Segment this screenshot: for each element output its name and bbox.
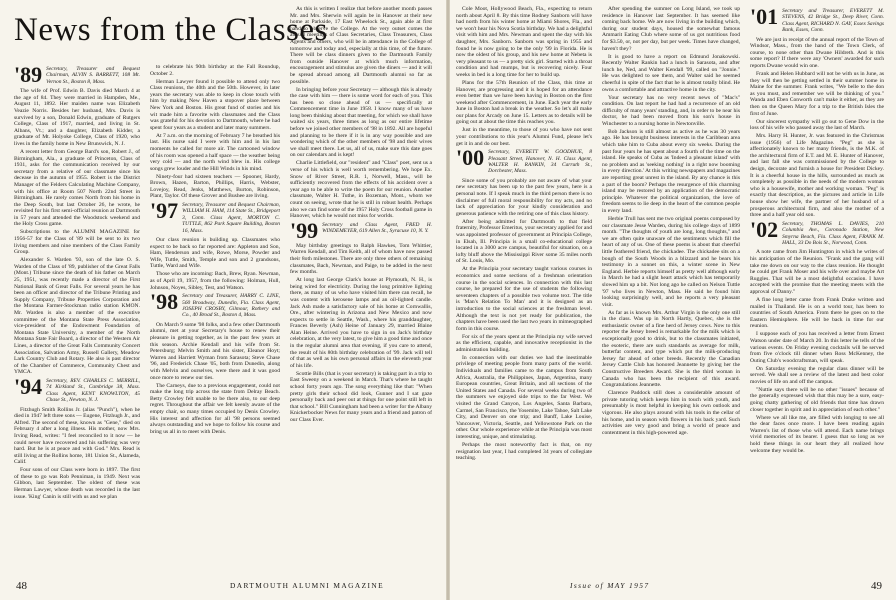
page-number: 49 [871,580,882,592]
page-number: 48 [16,580,27,592]
paragraph: Herman Lawyer found it possible to attend only two Class reunions, the 40th and the 50th. However, in later years the secretary was able to keep in close touch with him by making New Haven a stopover place between New York and Boston. His great fund of stories and his wit made him a favorite with classmates and the Class was grateful for his devotion to Dartmouth, where he had spent four years as a student and later many summers. [150,78,280,131]
paragraph: I suppose each of you has received a letter from Ernest Watson under date of March 20. In this letter he tells of the various events. On Friday evening cocktails will be served from five o'clock till dinner when Ross McKenney, the Outing Club's woodcraftsman, will speak. [750,331,884,364]
right-column-2 [602,6,740,572]
paragraph: In connection with our duties we had the inestimable privilege of meeting people from many parts of the world. Individuals and families came to the campus from South Africa, Australia, the Philippines, Japan, Argentina, many European countries, Great Britain, and all sections of the United States and Canada. For several weeks during two of the summers we enjoyed side trips to the far West. We visited the Grand Canyon, Los Angeles, Santa Barbara, Carmel, San Francisco, the Yosemite, Lake Tahoe, Salt Lake City, and Denver on one trip; and Banff, Lake Louise, Vancouver, Victoria, Seattle, and Yellowstone Park on the other. Our whole experience while at the Principia was most interesting, unique, and stimulating. [456,354,592,440]
paragraph: Just in the meantime, to those of you who have not sent your contributions to this year's Alumni Fund, please let's get it in and do our best. [456,127,592,147]
paragraph: Herbie Trull has sent me two original poems composed by our classmate Jesse Warden, during his college days of 1899 month. "The thoughts of youth are long, long thoughts," and we are often quite unaware of the sentiments which fill the heart of any of us. One of these poems is about that cheerful little feathered friend, the chickadee. The chickadee sits on a bough of the South Woods in a blizzard and he bears his testimony in a sonnet on this, a winter scene in New England. Herbie reports himself as pretty well although early in March he had a slight heart attack which has temporarily slowed him up a bit. Not long ago he called on Nelson Tuttle '97 who lives in Newton, Mass. He said he found him looking surprisingly well, and he reports a very pleasant visit. [602,215,740,308]
class-year: '00 [456,145,485,171]
class-officers: Secretary, Treasurer and Bequest Chairman, ALVIN S. BARRETT, 108 Mt. Vernon St., Boston 8, Mass. [46,66,140,85]
class-year: '97 [150,198,179,224]
paragraph: As far as is known Mrs. Arthur Virgin is the only one still in the class. Was up in North Hartly, Quebec, she is the enthusiastic owner of a fine herd of Jersey cows. Now to this reporter the Jersey breed is remarkable for the milk which is exceptionally good to drink, but to the classmates initiated, the esoteric, there are such standards as average for milk, butterfat content, and type which put the milk-producing Jersey far ahead of other breeds. Recently the Canadian Jersey Cattle Club has honored Jeannette by giving her the Constructive Breeders Award. She is the third woman in Canada who has been the recipient of this award. Congratulations Jeannette. [602,309,740,389]
paragraph: Since some of you probably are not aware of what your new secretary has been up to the past few years, here is a personal note. If I speak much in the third person there is no disclaimer of full moral responsibility for my acts, and no lack of appreciation for your kindly consideration and generous patience with the retiring one of this class history. [456,177,592,217]
paragraph: At the Principia your secretary taught various courses in economics and some sections of a freshman orientation course in the social sciences. In connection with this last course, he prepared for the use of students the following seventeen chapters of a possible two volume text. The title is 'Man's Relation To Man' and it is designed as an introduction to the social sciences at the freshman level. Although the text is not yet ready for publication, the chapters have been used the last two years in mimeographed form in this course. [456,266,592,332]
paragraph: In bringing before your Secretary — although this is already the case with him — there is some word for each of you. This has been so close ahead of us — specifically at Commencement time in June 1958. I know many of us have long been thinking about that meeting, for which we shall have waited six years, three times as long as our entire lifetime before we joined other members of '98 in 1892. All are hopeful and planning to be there if it is in any way possible and are wondering which of the other members of '98 and their wives we shall meet there. Let us, all of us, make sure this date goes on our calendars and is kept! [290,86,432,159]
class-officers: Secretary, EVERETT W. GOODHUE, 8 Pleasant Street, Hanover, N. H. Class Agent, WALTER H. RANKIN, 34 Carruth St., Dorchester, Mass. [488,149,592,175]
paragraph: Four sons of our Class were born in 1897. The first of these to go was Rob Penniman, in 1949. Next was Gibbon, last September. The oldest of these was Herman Lawyer, whose death was recorded in the last issue. 'King' Canin is still with us and we plan [14,467,140,500]
right-page [450,0,896,600]
paragraph: to celebrate his 90th birthday at the Fall Roundup, October 2. [150,64,280,77]
paragraph: Fitzhugh Smith Rollins Jr. (alias "Punch"), when he died in 1947 left three sons — Eugene, Fitzhugh Jr., and Alfred. The second of these, known as "Gene," died on February 4 after a long illness. His mother, now Mrs. Irving Read, writes: "I feel reconciled to it now — he could never have recovered and his suffering was very hard. But he is at peace and with God." Mrs. Read is still living at the Rollins home, 181 Union St., Alameda, Calif. [14,406,140,466]
paragraph: The wife of Prof. Edwin B. Davis died March 4 at the age of 84. They were married in Hampden, Me., August 11, 1892. Her maiden name was Elizabeth Veazie Norris. Besides her husband, Mrs. Davis is survived by a son, Donald Edwin, graduate of Rutgers College, Class of 1917, married, and living in St. Albans, Vt.; and a daughter, Elizabeth Kidder, a graduate of Mt. Holyoke College, Class of 1920, who lives in the family home in New Brunswick, N. J. [14,88,140,147]
class-year: '01 [750,6,779,29]
paragraph: May birthday greetings to Ralph Hawkes, Tom Whittier, Warren Kendall, and Tim Keith, all of whom have now passed their 8oth milestones. There are only three others of remaining classmates, Bach, Newman, and Paige, to be added in the next few months. [290,242,432,276]
paragraph: A recent letter from George Bard's son, Robert J., of Birmingham, Ala., a graduate of Princeton, Class of 1931, asks for the communication received by our secretary from a relative of our classmate since his decease in the autumn of 1955. Robert is the District Manager of the Felders Calculating Machine Company, with his office at Room 507 North 22nd Street in Birmingham. He rarely comes North from his home in the Deep South, but last October 26, he wrote, he revisited for his first semi-official reunion at Dartmouth in 57 years and attended the Woodstock weekend and the Holy Cross game. [14,148,140,228]
left-column-1 [14,64,140,572]
class-entry-1901 [750,8,884,34]
class-entry-1898 [150,289,280,319]
class-entry-1889 [14,66,140,85]
paragraph: Subscriptions to the ALUMNI MAGAZINE for 1956-57 for the Class of '89 will be sent to its two living members and nine members of the Class Family Group. [14,229,140,256]
paragraph: After being admitted for Dartmouth to that field fraternity, Professor Emeritus, your secretary applied for and was appointed professor of government at Principia College, in Elsah, Ill. Principia is a small co-educational college located in a 3000 acre campus, beautiful for situation, on a lofty bluff above the Mississippi River some 35 miles north of St. Louis, Mo. [456,218,592,265]
class-officers: Secretary, REV. CHARLES C. MERRILL, 74 Kirkland St., Cambridge 38, Mass. Class Agent, KENT KNOWLTON, 45 Chase St., Newton, N. J. [46,377,140,404]
class-officers: Secretary and Treasurer, HARRY C. LINE, 560 Broadway, Dunedin, Fla. Class Agent, JOSEPH CROSBY, Gilmour, Rothery and Co., 40 Broad St., Boston 4, Mass. [182,293,280,319]
left-page [0,0,446,600]
paragraph: Plans for the 57th Reunion of the Class, this time at Hanover, are progressing and it is hoped for an attendance even better than we have been having in Boston on the first weekend after Commencement, in June. Each year the early June in Boston had a break in the weather. So let's all make our plans for Arcady on June 15. Letters as to details will be going out at about the time this reaches you. [456,79,592,126]
class-entry-1897 [150,198,280,234]
paragraph: Our class reunion is building up. Classmates who expect to be back so far reported are: Appleton and Son, Ham, Henderson and wife, Rowe, Morse, Powder and Wife, Tuttle, Smith, Temple and son and 2 grandsons, Tuttle, Ward and Wife. [150,237,280,270]
paragraph: Our sincerest sympathy will go out to Gene Dow in the loss of his wife who passed away the last of March. [750,118,884,132]
right-column-3 [750,6,884,572]
paragraph: Where we all like me, are filled with longing to see all the dear faces once more. I have been reading again Warren's list of those who will attend. Each name brings vivid memories of its bearer. I guess that so long as we hold these things in our heart they all realized how welcome they would be. [750,414,884,454]
class-year: '99 [290,217,319,243]
class-officers: Secretary, THOMAS L. DAVIES, 210 Columbia Ave., Coronado Station, New Smyrna Beach, Fla. Class Agent, FRANK M. HALL, 33 Do Bois St., Norwood, Conn. [782,220,884,247]
right-column-1 [456,6,592,572]
paragraph: Charlie Littlefield, our "resident" and "Class" poet, sent us a verse of his which is well worth remembering. We hope Ex. Snow of River Street, R.R. 1, Norwell, Mass., will be sufficiently recovered from the effects of his accident over a year ago to be able to write the poem for our reunion. Another classmate, Walter H. Tuthe, in Bozeman, Mont., whom we count on seeing, wrote that he is still in robust health. Perhaps also we can find some of the 1957 Holy Cross football game in Hanover, which he would not miss for worlds. [290,160,432,220]
left-column-2 [150,64,280,572]
paragraph: Cole Moot, Hollywood Beach, Fla., expecting to return north about April 8. By this time Rodney Sanborn will have had north from his winter home at Miami Shores, Fla., and we won't hear his Nova Scotia birthday. We had a delightful visit with him and Mrs. Newman and spent the day with his daughter, Mrs. Sanborn. Sanborn was spring in 1955 and found he is now going to be the only '99 in Florida. He is now the oldest of his group, and his new home at Nebeta is very pleasant to us — a pretty sick girl. Started with a throat condition and had mumps, but is recovering nicely. Four weeks in bed is a long time for her to build up. [456,6,592,78]
left-column-3 [290,6,432,572]
paragraph: As this is written I realize that before another month passes Mr. and Mrs. Sherwin will again be in Hanover at their new home at Parkside, 17 East Wheelock St., again able at first hand to observe the College. At the very outset comes the annual meetings of Class Secretaries, Class Treasurers, Class Agents and others, who will be in attendance in the College of tomorrow and today and, especially at this time, of the future. There will be class dinners given to the Dartmouth Family from outside Hanover at which much information, encouragement and stimulus are given the diners — and it will be spread abroad among all Dartmouth alumni so far as possible. [290,6,432,85]
paragraph: Frank and Helen Hubbard will not be with us in June, as they will then be getting settled in their summer home in Maine for the summer. Frank writes, "We belle to the don as you must, and remember we will be thinking of you." Wanda and Eben Conworth can't make it either, as they are then on the Queen Mary for a trip to the British Isles the first of June. [750,70,884,117]
paragraph: At 7 a.m. on the morning of February 7 he breathed his last. His nurse said I were with him and in his last moments he called for more air. The cartooned window of his room was opened a half space — the weather being very cold — and the north wind blew in. His college songs grew louder and the Hill Winds in his mind. [150,132,280,172]
paragraph: It is good to have a report on Edmund Jonakowski. Recently Walter Rankin had a lunch in Sarasota, and after lunch he, Ned, and Walter Kendall '99, called on "Jonnie." He was delighted to see them, and Walter said he seemed cheerful in spite of the fact that he is almost totally blind. He owns a comfortable and attractive home in the city. [602,53,740,93]
paragraph: Scottie Bills (that is your secretary) is taking part in a trip to East Sweeny on a weekend in March. That's where he taught school forty years ago. The song everything like that: "When pretty girls their school did look, Gunner and I sat gaze personally back and peer out at things for one point still left in that school." Bill Cunningham had been a writer for the Albany Knickerbocker News for many years and a friend and patron of our Class Ever. [290,370,432,423]
paragraph: "Nuttie says there will be no other "issues" because of the generally expressed wish that this may be a sure, easy-going chatty gathering of old friends that time has drawn closer together in spirit and in appreciation of each other." [750,386,884,413]
paragraph: At long last George Clark's house at Plymouth, N. H., is being wired for electricity. During the long primitive lighting there, as many of us who have visited him there can recall, he was content with kerosene lamps and an oil-lighted candle. Jack Ash made a satisfactory sale of his home at Cornwallis, Ore., after wintering in Arizona and New Mexico and now expects to settle in Seattle, Wash., where his granddaughter, Frances Beverly (Ash) Heine of January 29, married Blaine Alan Heine. Arrived you have to sign in on Jack's birthday celebration, at the very latest, to give him a good time and once in the regular alumni area that evening, if you care to attend, the result of his 80th birthday celebration of '99. Jack will tell of that as well as his own personal affairs in the eleventh year of his life. [290,277,432,369]
class-officers: Secretary, Treasurer and Bequest Chairman, WILLIAM H. HAM, 114 State St., Bridgeport 3, Conn. Class Agent, MORTON C. TUTTLE, 862 Park Square Building, Boston 16, Mass. [182,202,280,234]
paragraph: After spending the summer on Long Island, we took up residence in Hanover last September. It has seemed like coming back home. We are now living in the building which, during our student days, housed the somewhat famous Ammarit Eating Club where some of us got nutritious food for $3.50, or, not per day, but per week. Times have changed, haven't they? [602,6,740,52]
paragraph: For six of the years spent at the Principia my wife served as the efficient, capable, and innovative receptionist in the administration building. [456,333,592,353]
class-officers: Secretary and Class Agent, FRED H. WINDEMEYER, 619 Allen St., Syracuse 10, N. Y. [322,221,432,235]
class-entry-1894 [14,373,140,404]
paragraph: Alexander S. Warden '93, son of the late O. S. Warden of the Class of '89, publisher of the Great Falls (Mont.) Tribune since the death of his father on March 25, 1951, was recently made a director of the First National Bank of Great Falls. For several years he has been an officer and director of the Tribune Printing and Supply Company, Tribune Properties Corporation and the Montana Farmer-Stockman radio station KMON. Mr. Warden is also a member of the executive committee of the Montana State Press Association, vice-president of the Endowment Foundation of Montana State University, a member of the North Montana State Fair Board, a director of the Western Air Lines, a director of the Great Falls Community Concert Association, Salvation Army, Russell Gallery, Meadow Lark Country Club and Rotary. He also is past director of the Chamber of Commerce, Community Chest and YMCA. [14,257,140,376]
class-entry-1899 [290,217,432,243]
class-officers: Secretary and Treasurer, EVERETT M. STEVENS, 42 Bridge St., Deep River, Conn. Class Agent, RICHARD N. GAY, Essex Savings Bank, Essex, Conn. [782,8,884,34]
paragraph: Mrs. Harry H. Hunter, Jr. was featured in the Christmas issue (1956) of Life Magazine. "Peg" as she is affectionately known to her many friends, is the M.K. of the architectural firm of E.T. and M. E. Hunter of Hanover, and last fall she was commissioned by the College to design, decorate and furnish a house for President Dickey. It is a cheerful house in the hills, surrounded as much as completely as possible in the needs of the modern woman who is a housewife, mother and working woman. "Peg" is exactly that description, as the pictures and article in Life house show her wife, the partner of her husband of a prosperous architectural firm, and also the mother of a three and a half year old son. [750,133,884,219]
paragraph: A note came from Jim Huntington in which he writes of his anticipation of the Reunion. "Frank and the gang will take me down on our way to the class reunion. He thought he could get Frank Moser and his wife over and maybe Art Ruggles. That will be a most delightful occasion. I have accepted with the promise that the meeting meets with the approval of Danny." [750,249,884,296]
class-entry-1900 [456,145,592,175]
paragraph: On Saturday evening the regular class dinner will be served. We shall see a review of the latest and best color movies of life on and off the campus. [750,365,884,385]
paragraph: We are just in receipt of the annual report of the Town of Windsor, Mass., from the hand of the Town Clerk, of course, to none other than Dwane Hildreth. And is this some report? If there were any 'Owners' awarded for such reports Dwane would win one. [750,36,884,69]
paragraph: Your secretary has no very recent news of "Mac's" condition. On last report he had had a recurrence of an old difficulty of many years' standing, and, in order to be near his doctor, he had been moved from his son's house in Winchester to a nursing home in Newtonville. [602,94,740,127]
class-year: '98 [150,289,179,315]
paragraph: Ninety-four had sixteen teachers — Spooner, Hardy, Brown, Hazen, Barton, Phillips, Harris, Webster, Lovejoy, Read, Jenks, Matthews, Burton, Robinson, Plant, Taylor. Of these Grover and Bushee are living. [150,173,280,200]
paragraph: On March 9 some '98 folks, and a few other Dartmouth alumni, met at your Secretary's house to renew their pleasure in getting together, as in the past few years at this season. Archie Kendall and his wife from St. Petersburg; Melvin Smith and his sister, Eleanor Hoyt; Warren and Harriett Wyman from Sarasota; Steve Chase '96, and Frederick Chase '05, both from Dunedin, along with Melvin and ourselves, were there and it was good once more to renew our ties. [150,321,280,381]
paragraph: Bob Jackson is still almost as active as he was 30 years ago. He has brought business interests in the Caribbean area which take him to Cuba about every six weeks. During the past four years he has spent about a fourth of the time on the island. He speaks of Cuba as 'Indeed a pleasant island' with no problem and as 'seeking nothing' in a right now booming in every direction.' At this writing newspapers and magazines are reporting great unrest in the island. By any chance is this a part of the boom? Perhaps the resurgence of this charming island may be restored by an application of the democratic principle. Whatever the political organization, the love of freedom seems to lie deep in the heart of the common people in every land. [602,128,740,214]
class-year: '02 [750,216,779,242]
class-year: '94 [14,373,43,399]
paragraph: Those who are incoming: Bach, Brew, Ryan. Newman, as of April 19, 1957, from the following: Holman, Hull, Johnson, Noyes, Sibley, Test, and Watson. [150,271,280,291]
class-year: '89 [14,64,43,87]
paragraph: The Carneys, due to a previous engagement, could not make the long trip across the state from Delray Beach. Betty Crowley felt unable to be there also, to our deep regret. Throughout the affair we felt keenly aware of the empty chair, so many times occupied by Denis Crowley. His interest and affection for all '98 persons seemed always outstanding and we hope to follow his course and bring us all in to meet with Denis. [150,382,280,435]
issue-footer: Issue of MAY 1957 [570,581,650,590]
class-entry-1902 [750,216,884,247]
paragraph: Clarence Paddock still does a considerable amount of private tutoring which keeps him in touch with youth, and presumably is most helpful in keeping his own outlook and vigorous. He also plays around with his tools in the cellar of his home, and in season with flowers in his back yard. Such activities are very good and bring a world of peace and contentment in this high-powered age. [602,390,740,436]
paragraph: Perhaps the most noteworthy fact is that, on my resignation last year, I had completed 34 years of collegiate teaching. [456,441,592,462]
paragraph: A fine long letter came from Frank Drake written and mailed in Thailand. He is on a world tour, has been to countries of South America. From there he goes on to the Eastern Hemisphere. He will be back in time for our reunion. [750,297,884,330]
page-title: News from the Classes [14,12,328,48]
magazine-footer: DARTMOUTH ALUMNI MAGAZINE [230,581,385,590]
